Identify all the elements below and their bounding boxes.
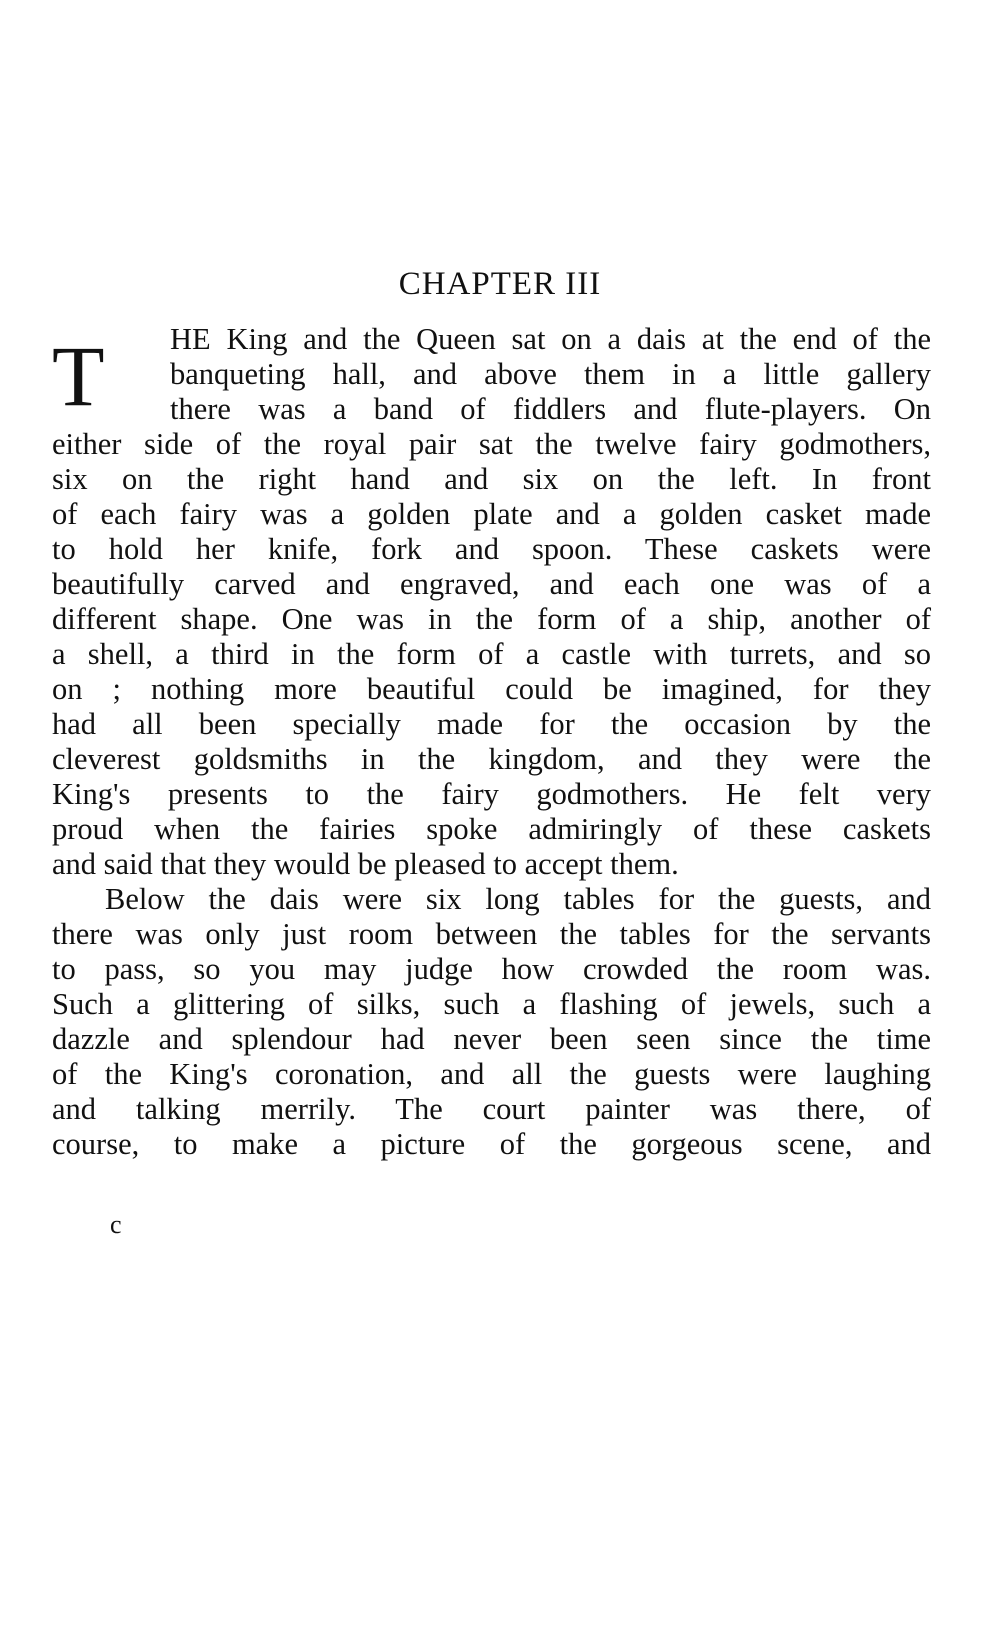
text-line: Below the dais were six long tables for the guests, and bbox=[105, 882, 931, 916]
text-line: either side of the royal pair sat the twelve fairy godmothers, bbox=[52, 427, 931, 461]
text-line: banqueting hall, and above them in a little gallery bbox=[170, 357, 931, 391]
text-line: proud when the fairies spoke admiringly of these caskets bbox=[52, 812, 931, 846]
chapter-heading: CHAPTER III bbox=[398, 266, 602, 302]
text-line: King's presents to the fairy godmothers. He felt very bbox=[52, 777, 931, 811]
signature-mark: c bbox=[110, 1210, 122, 1239]
text-line: on ; nothing more beautiful could be imagined, for they bbox=[52, 672, 931, 706]
text-line: cleverest goldsmiths in the kingdom, and they were the bbox=[52, 742, 931, 776]
text-line: course, to make a picture of the gorgeous scene, and bbox=[52, 1127, 931, 1161]
text-line: six on the right hand and six on the left. In front bbox=[52, 462, 931, 496]
text-line: there was a band of fiddlers and flute-players. On bbox=[170, 392, 931, 426]
text-line: of each fairy was a golden plate and a golden casket made bbox=[52, 497, 931, 531]
drop-cap: T bbox=[52, 328, 105, 424]
text-line: beautifully carved and engraved, and each one was of a bbox=[52, 567, 931, 601]
text-line: Such a glittering of silks, such a flashing of jewels, such a bbox=[52, 987, 931, 1021]
text-line: had all been specially made for the occasion by the bbox=[52, 707, 931, 741]
text-line: and talking merrily. The court painter was there, of bbox=[52, 1092, 931, 1126]
text-line: to pass, so you may judge how crowded the room was. bbox=[52, 952, 931, 986]
text-line: there was only just room between the tables for the servants bbox=[52, 917, 931, 951]
text-line: dazzle and splendour had never been seen since the time bbox=[52, 1022, 931, 1056]
text-line: a shell, a third in the form of a castle with turrets, and so bbox=[52, 637, 931, 671]
text-line: and said that they would be pleased to accept them. bbox=[52, 847, 679, 881]
text-line: HE King and the Queen sat on a dais at the end of the bbox=[170, 322, 931, 356]
text-line: of the King's coronation, and all the guests were laughing bbox=[52, 1057, 931, 1091]
text-line: different shape. One was in the form of a ship, another of bbox=[52, 602, 931, 636]
text-line: to hold her knife, fork and spoon. These caskets were bbox=[52, 532, 931, 566]
